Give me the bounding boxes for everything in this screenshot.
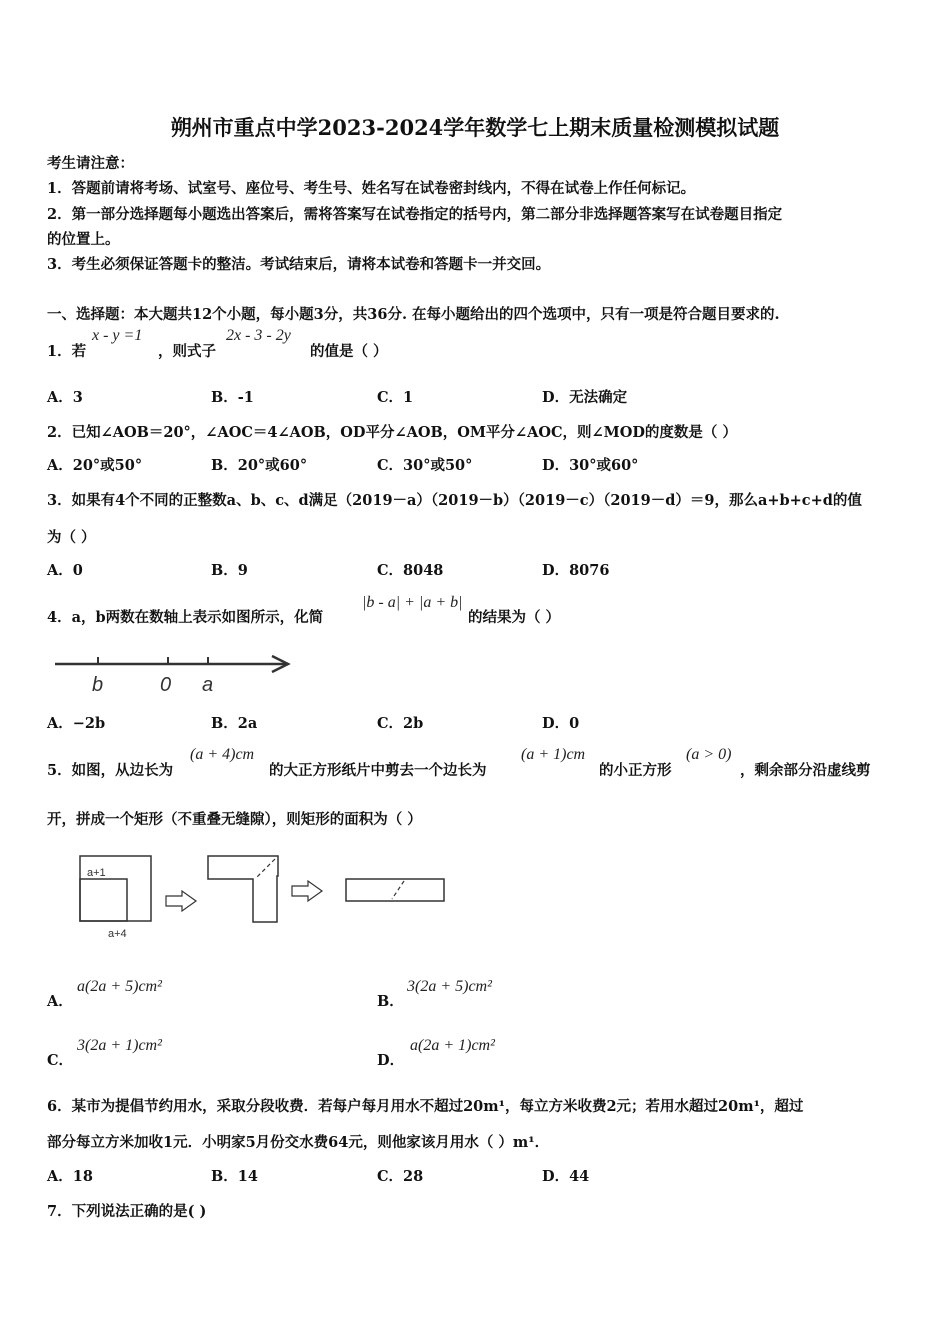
notice-item: 1．答题前请将考场、试室号、座位号、考生号、姓名写在试卷密封线内，不得在试卷上作任何标记。 (47, 180, 696, 197)
q6-line1: 6．某市为提倡节约用水，采取分段收费．若每户每月用水不超过20m¹，每立方米收费2元；若用水超过20m¹，超过 (47, 1098, 804, 1115)
q4-option-d: D．0 (542, 715, 580, 732)
q1-mid: ，则式子 (158, 343, 216, 360)
q5-math-condition: (a > 0) (686, 746, 732, 763)
q6-option-b: B．14 (211, 1168, 258, 1185)
q1-pre: 1．若 (47, 343, 87, 360)
notice-item: 2．第一部分选择题每小题选出答案后，需将答案写在试卷指定的括号内，第二部分非选择题答案写在试卷题目指定 (47, 206, 783, 223)
q3-option-b: B．9 (211, 562, 248, 579)
label-zero: 0 (160, 674, 172, 696)
q5-mid1: 的大正方形纸片中剪去一个边长为 (269, 762, 487, 779)
q5-option-a-math: a(2a + 5)cm² (77, 978, 162, 995)
q5-option-d-label: D． (377, 1052, 405, 1069)
q1-option-d: D．无法确定 (542, 389, 628, 406)
result-rectangle (346, 879, 444, 901)
page-title: 朔州市重点中学2023-2024学年数学七上期末质量检测模拟试题 (170, 115, 780, 140)
q1-math-condition: x - y =1 (92, 327, 143, 344)
q4-post: 的结果为（ ） (468, 609, 561, 626)
arrow-1 (166, 891, 196, 911)
q5-option-b-math: 3(2a + 5)cm² (407, 978, 492, 995)
q5-math-small-side: (a + 1)cm (521, 746, 586, 763)
q6-option-a: A．18 (47, 1168, 93, 1185)
q6-option-d: D．44 (542, 1168, 590, 1185)
section-heading: 一、选择题：本大题共12个小题，每小题3分，共36分. 在每小题给出的四个选项中，只有一项是符合题目要求的. (47, 306, 780, 323)
q5-option-b-label: B． (377, 993, 404, 1010)
notice-item: 3．考生必须保证答题卡的整洁。考试结束后，请将本试卷和答题卡一并交回。 (47, 256, 551, 273)
q2-option-a: A．20°或50° (47, 457, 143, 474)
q5-post: ，剩余部分沿虚线剪 (740, 762, 871, 779)
q2-option-b: B．20°或60° (211, 457, 308, 474)
q1-option-a: A．3 (47, 389, 83, 406)
q3-option-a: A．0 (47, 562, 83, 579)
number-line-figure (50, 648, 300, 698)
q2-option-c: C．30°或50° (377, 457, 473, 474)
q4-math-expression: |b - a| + |a + b| (362, 594, 463, 611)
label-a-plus-4: a+4 (108, 928, 127, 940)
q1-option-b: B．-1 (211, 389, 254, 406)
q5-pre: 5．如图，从边长为 (47, 762, 174, 779)
q3-line2: 为（ ） (47, 529, 96, 546)
q5-option-c-label: C． (47, 1052, 74, 1069)
small-square (80, 879, 127, 921)
q4-option-a: A．−2b (47, 715, 106, 732)
q5-option-d-math: a(2a + 1)cm² (410, 1037, 495, 1054)
q4-pre: 4．a，b两数在数轴上表示如图所示，化简 (47, 609, 324, 626)
q1-math-expression: 2x - 3 - 2y (226, 327, 291, 344)
result-cut-line (392, 881, 404, 899)
q2-stem: 2．已知∠AOB＝20°，∠AOC＝4∠AOB，OD平分∠AOB，OM平分∠AOC，则∠MOD的度数是（ ） (47, 424, 737, 441)
label-b: b (92, 674, 104, 696)
q5-mid2: 的小正方形 (599, 762, 672, 779)
label-a: a (202, 674, 214, 696)
q3-option-d: D．8076 (542, 562, 610, 579)
q3-line1: 3．如果有4个不同的正整数a、b、c、d满足（2019－a）（2019－b）（2019－c）（2019－d）＝9，那么a+b+c+d的值 (47, 492, 862, 509)
q1-post: 的值是（ ） (310, 343, 388, 360)
q2-option-d: D．30°或60° (542, 457, 639, 474)
q5-math-big-side: (a + 4)cm (190, 746, 255, 763)
l-shape-cut-line (256, 859, 275, 878)
label-a-plus-1: a+1 (87, 867, 106, 879)
q3-option-c: C．8048 (377, 562, 444, 579)
q1-option-c: C．1 (377, 389, 414, 406)
q5-option-a-label: A． (47, 993, 73, 1010)
big-square (80, 856, 151, 921)
q4-option-b: B．2a (211, 715, 258, 732)
q5-figure (70, 848, 460, 943)
notice-heading: 考生请注意： (47, 155, 134, 172)
notice-item: 的位置上。 (47, 231, 120, 248)
q6-option-c: C．28 (377, 1168, 424, 1185)
q4-option-c: C．2b (377, 715, 424, 732)
q7-stem: 7．下列说法正确的是( ) (47, 1203, 207, 1220)
q5-option-c-math: 3(2a + 1)cm² (77, 1037, 162, 1054)
q5-line2: 开，拼成一个矩形（不重叠无缝隙），则矩形的面积为（ ） (47, 811, 422, 828)
q6-line2: 部分每立方米加收1元．小明家5月份交水费64元，则他家该月用水（ ）m¹． (47, 1134, 550, 1151)
arrow-2 (292, 881, 322, 901)
